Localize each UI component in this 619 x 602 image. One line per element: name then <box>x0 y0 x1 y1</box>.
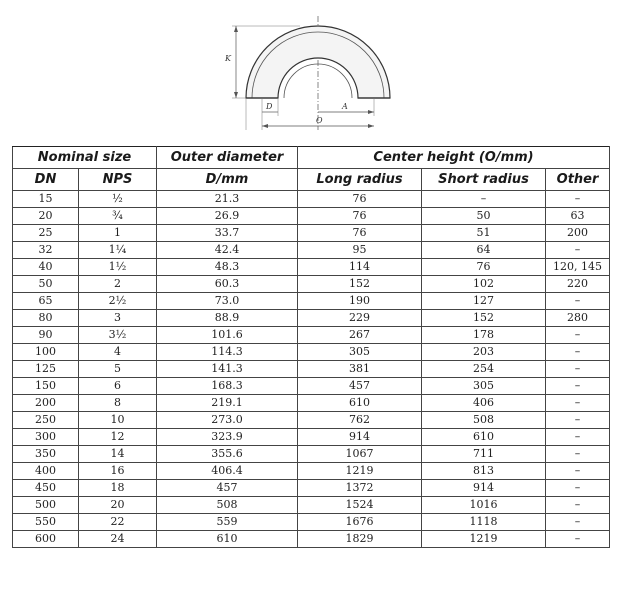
return-bend-drawing <box>0 0 619 140</box>
cell-outer-diameter: 73.0 <box>157 293 298 310</box>
cell-long-radius: 152 <box>298 276 422 293</box>
cell-dn: 200 <box>13 395 79 412</box>
cell-dn: 350 <box>13 446 79 463</box>
sub-header-row <box>13 169 610 191</box>
cell-long-radius: 610 <box>298 395 422 412</box>
cell-nps: 6 <box>79 378 157 395</box>
header-dn: DN <box>13 169 79 191</box>
table-row <box>13 225 610 242</box>
cell-long-radius: 95 <box>298 242 422 259</box>
cell-short-radius: 50 <box>422 208 546 225</box>
cell-dn: 25 <box>13 225 79 242</box>
cell-outer-diameter: 559 <box>157 514 298 531</box>
cell-long-radius: 1067 <box>298 446 422 463</box>
cell-short-radius: 711 <box>422 446 546 463</box>
cell-outer-diameter: 33.7 <box>157 225 298 242</box>
cell-long-radius: 1829 <box>298 531 422 548</box>
cell-nps: 16 <box>79 463 157 480</box>
table-row <box>13 208 610 225</box>
cell-long-radius: 190 <box>298 293 422 310</box>
cell-short-radius: 914 <box>422 480 546 497</box>
cell-dn: 32 <box>13 242 79 259</box>
cell-other: – <box>546 191 610 208</box>
cell-long-radius: 1524 <box>298 497 422 514</box>
cell-nps: 2½ <box>79 293 157 310</box>
k-label: K <box>225 54 231 63</box>
header-long-radius: Long radius <box>298 169 422 191</box>
cell-long-radius: 914 <box>298 429 422 446</box>
table-row <box>13 429 610 446</box>
d-label: D <box>266 102 273 111</box>
cell-short-radius: 1219 <box>422 531 546 548</box>
cell-long-radius: 381 <box>298 361 422 378</box>
cell-long-radius: 229 <box>298 310 422 327</box>
return-bend-diagram <box>0 0 619 140</box>
cell-other: 280 <box>546 310 610 327</box>
cell-other: – <box>546 497 610 514</box>
cell-nps: 12 <box>79 429 157 446</box>
o-arrow-right <box>368 124 374 128</box>
cell-other: – <box>546 378 610 395</box>
cell-other: – <box>546 480 610 497</box>
cell-outer-diameter: 101.6 <box>157 327 298 344</box>
table-row <box>13 310 610 327</box>
cell-outer-diameter: 219.1 <box>157 395 298 412</box>
cell-outer-diameter: 273.0 <box>157 412 298 429</box>
table-row <box>13 327 610 344</box>
table-row <box>13 344 610 361</box>
cell-outer-diameter: 26.9 <box>157 208 298 225</box>
cell-long-radius: 76 <box>298 191 422 208</box>
header-short-radius: Short radius <box>422 169 546 191</box>
cell-nps: 1½ <box>79 259 157 276</box>
cell-other: – <box>546 361 610 378</box>
cell-dn: 250 <box>13 412 79 429</box>
cell-other: – <box>546 412 610 429</box>
cell-nps: 1¼ <box>79 242 157 259</box>
group-header-row <box>13 147 610 169</box>
cell-other: – <box>546 395 610 412</box>
cell-outer-diameter: 141.3 <box>157 361 298 378</box>
cell-outer-diameter: 508 <box>157 497 298 514</box>
cell-other: 63 <box>546 208 610 225</box>
table-row <box>13 242 610 259</box>
cell-other: 220 <box>546 276 610 293</box>
cell-nps: 14 <box>79 446 157 463</box>
cell-outer-diameter: 457 <box>157 480 298 497</box>
cell-other: – <box>546 514 610 531</box>
cell-short-radius: 51 <box>422 225 546 242</box>
cell-outer-diameter: 42.4 <box>157 242 298 259</box>
cell-other: – <box>546 531 610 548</box>
cell-short-radius: 152 <box>422 310 546 327</box>
a-label: A <box>342 102 348 111</box>
header-nps: NPS <box>79 169 157 191</box>
cell-dn: 125 <box>13 361 79 378</box>
cell-other: – <box>546 344 610 361</box>
cell-other: – <box>546 293 610 310</box>
cell-other: – <box>546 429 610 446</box>
cell-short-radius: 1118 <box>422 514 546 531</box>
cell-long-radius: 114 <box>298 259 422 276</box>
cell-dn: 20 <box>13 208 79 225</box>
cell-outer-diameter: 610 <box>157 531 298 548</box>
cell-long-radius: 457 <box>298 378 422 395</box>
table-row <box>13 276 610 293</box>
dimension-table-container <box>12 146 609 548</box>
cell-outer-diameter: 21.3 <box>157 191 298 208</box>
cell-dn: 100 <box>13 344 79 361</box>
cell-short-radius: 1016 <box>422 497 546 514</box>
cell-dn: 400 <box>13 463 79 480</box>
cell-long-radius: 762 <box>298 412 422 429</box>
o-label: O <box>316 116 323 125</box>
cell-other: – <box>546 463 610 480</box>
cell-dn: 300 <box>13 429 79 446</box>
cell-nps: 20 <box>79 497 157 514</box>
table-row <box>13 412 610 429</box>
cell-short-radius: 178 <box>422 327 546 344</box>
cell-nps: 10 <box>79 412 157 429</box>
cell-short-radius: 102 <box>422 276 546 293</box>
table-row <box>13 378 610 395</box>
cell-short-radius: 127 <box>422 293 546 310</box>
cell-dn: 450 <box>13 480 79 497</box>
cell-outer-diameter: 355.6 <box>157 446 298 463</box>
table-row <box>13 514 610 531</box>
cell-nps: ½ <box>79 191 157 208</box>
cell-long-radius: 76 <box>298 208 422 225</box>
cell-short-radius: 203 <box>422 344 546 361</box>
dimension-table <box>12 146 610 548</box>
cell-outer-diameter: 88.9 <box>157 310 298 327</box>
cell-dn: 90 <box>13 327 79 344</box>
cell-long-radius: 1372 <box>298 480 422 497</box>
cell-dn: 65 <box>13 293 79 310</box>
cell-dn: 150 <box>13 378 79 395</box>
header-outer-diameter: Outer diameter <box>157 147 298 169</box>
cell-dn: 40 <box>13 259 79 276</box>
cell-long-radius: 305 <box>298 344 422 361</box>
cell-short-radius: 406 <box>422 395 546 412</box>
header-d-mm: D/mm <box>157 169 298 191</box>
cell-nps: 8 <box>79 395 157 412</box>
table-row <box>13 497 610 514</box>
table-row <box>13 293 610 310</box>
cell-short-radius: – <box>422 191 546 208</box>
a-arrow <box>368 110 374 114</box>
cell-nps: 3 <box>79 310 157 327</box>
cell-outer-diameter: 60.3 <box>157 276 298 293</box>
cell-dn: 600 <box>13 531 79 548</box>
table-row <box>13 361 610 378</box>
cell-other: 200 <box>546 225 610 242</box>
cell-short-radius: 508 <box>422 412 546 429</box>
cell-dn: 80 <box>13 310 79 327</box>
k-arrow-bottom <box>234 92 238 98</box>
cell-nps: 22 <box>79 514 157 531</box>
cell-other: – <box>546 327 610 344</box>
cell-outer-diameter: 168.3 <box>157 378 298 395</box>
cell-short-radius: 76 <box>422 259 546 276</box>
cell-short-radius: 64 <box>422 242 546 259</box>
cell-long-radius: 1219 <box>298 463 422 480</box>
cell-other: – <box>546 446 610 463</box>
cell-dn: 15 <box>13 191 79 208</box>
k-arrow-top <box>234 26 238 32</box>
cell-long-radius: 76 <box>298 225 422 242</box>
table-row <box>13 531 610 548</box>
cell-nps: ¾ <box>79 208 157 225</box>
cell-long-radius: 267 <box>298 327 422 344</box>
table-row <box>13 463 610 480</box>
table-row <box>13 480 610 497</box>
table-body <box>13 191 610 548</box>
cell-nps: 3½ <box>79 327 157 344</box>
cell-outer-diameter: 48.3 <box>157 259 298 276</box>
cell-outer-diameter: 323.9 <box>157 429 298 446</box>
header-other: Other <box>546 169 610 191</box>
table-row <box>13 259 610 276</box>
cell-short-radius: 254 <box>422 361 546 378</box>
cell-other: – <box>546 242 610 259</box>
cell-dn: 550 <box>13 514 79 531</box>
table-row <box>13 191 610 208</box>
cell-nps: 1 <box>79 225 157 242</box>
cell-nps: 4 <box>79 344 157 361</box>
table-row <box>13 446 610 463</box>
o-arrow-left <box>262 124 268 128</box>
cell-outer-diameter: 406.4 <box>157 463 298 480</box>
cell-dn: 50 <box>13 276 79 293</box>
cell-nps: 5 <box>79 361 157 378</box>
table-row <box>13 395 610 412</box>
cell-short-radius: 813 <box>422 463 546 480</box>
header-nominal-size: Nominal size <box>13 147 157 169</box>
cell-other: 120, 145 <box>546 259 610 276</box>
header-center-height: Center height (O/mm) <box>298 147 610 169</box>
cell-nps: 24 <box>79 531 157 548</box>
cell-short-radius: 610 <box>422 429 546 446</box>
cell-outer-diameter: 114.3 <box>157 344 298 361</box>
bend-inner-wall-small <box>284 64 352 98</box>
cell-nps: 2 <box>79 276 157 293</box>
cell-dn: 500 <box>13 497 79 514</box>
cell-nps: 18 <box>79 480 157 497</box>
cell-long-radius: 1676 <box>298 514 422 531</box>
cell-short-radius: 305 <box>422 378 546 395</box>
